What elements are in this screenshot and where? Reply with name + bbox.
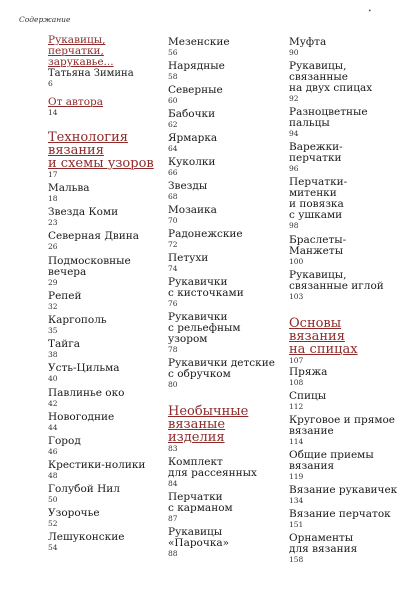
- page-number: 78: [168, 345, 178, 354]
- toc-entry: [48, 207, 118, 228]
- page-number: 88: [168, 549, 178, 558]
- entry-title: Пряжа: [289, 366, 328, 378]
- entry-title: Подмосковные вечера: [48, 255, 131, 278]
- entry-title: Браслеты- Манжеты: [289, 234, 347, 257]
- entry-title: Перчатки- митенки и повязка с ушками: [289, 176, 348, 221]
- entry-title: Мезенские: [168, 36, 230, 48]
- entry-title: Рукавицы, перчатки, зарукавье...: [48, 34, 114, 68]
- entry-title: Рукавички с рельефным узором: [168, 311, 241, 345]
- page-number: 96: [289, 164, 299, 173]
- page-number: 14: [48, 108, 58, 117]
- entry-title: Рукавички с кисточками: [168, 276, 244, 299]
- page-number: 18: [48, 194, 58, 203]
- toc-entry: [289, 450, 374, 482]
- entry-title: Усть-Цильма: [48, 362, 120, 374]
- toc-entry: [289, 107, 368, 139]
- toc-entry: [48, 291, 82, 312]
- page-number: 42: [48, 399, 58, 408]
- page-number: 119: [289, 472, 304, 481]
- page-number: 23: [48, 218, 58, 227]
- page-number: 58: [168, 72, 178, 81]
- page-header: Содержание: [19, 15, 71, 24]
- toc-entry: [168, 61, 225, 82]
- toc-entry: [48, 532, 124, 553]
- toc-entry: [289, 177, 347, 231]
- toc-entry: [48, 363, 120, 384]
- entry-title: Северные: [168, 84, 223, 96]
- page-number: 84: [168, 479, 178, 488]
- page-number: 107: [289, 356, 304, 365]
- entry-author: Татьяна Зимина: [48, 68, 134, 79]
- page-number: 32: [48, 302, 58, 311]
- toc-section: [168, 405, 248, 454]
- toc-entry: [168, 457, 257, 489]
- toc-entry: [289, 270, 384, 302]
- page-number: 92: [289, 94, 299, 103]
- entry-title: Новогодние: [48, 411, 115, 423]
- page-number: 112: [289, 402, 304, 411]
- toc-entry: [48, 315, 107, 336]
- page-number: 46: [48, 447, 58, 456]
- toc-entry: [289, 509, 391, 530]
- entry-title: Спицы: [289, 390, 327, 402]
- entry-title: Куколки: [168, 156, 216, 168]
- page-number: 17: [48, 170, 58, 179]
- page-number: 68: [168, 192, 178, 201]
- page-number: 114: [289, 437, 304, 446]
- entry-title: Мозаика: [168, 204, 217, 216]
- page-number: 50: [48, 495, 58, 504]
- page-number: 103: [289, 292, 304, 301]
- toc-entry: [48, 231, 139, 252]
- toc-entry: [168, 85, 223, 106]
- toc-entry: [289, 485, 397, 506]
- toc-entry: [48, 35, 134, 89]
- entry-title: Репей: [48, 290, 82, 302]
- page-number: 98: [289, 221, 299, 230]
- entry-title: От автора: [48, 96, 104, 108]
- entry-title: Варежки- перчатки: [289, 141, 343, 164]
- page-number: 87: [168, 514, 178, 523]
- entry-title: Крестики-нолики: [48, 459, 146, 471]
- page-number: 66: [168, 168, 178, 177]
- toc-entry: [48, 484, 120, 505]
- toc-entry: [289, 142, 343, 174]
- corner-mark: •: [368, 8, 372, 15]
- entry-title: Город: [48, 435, 81, 447]
- page-number: 72: [168, 240, 178, 249]
- entry-title: Рукавицы, связанные иглой: [289, 269, 384, 292]
- entry-title: Каргополь: [48, 314, 107, 326]
- page-number: 80: [168, 380, 178, 389]
- entry-title: Северная Двина: [48, 230, 140, 242]
- toc-entry: [168, 229, 243, 250]
- toc-entry: [48, 460, 145, 481]
- page-number: 48: [48, 471, 58, 480]
- page-number: 56: [168, 48, 178, 57]
- page-number: 158: [289, 555, 304, 564]
- entry-title: Бабочки: [168, 108, 216, 120]
- toc-entry: [48, 508, 100, 529]
- page-number: 62: [168, 120, 178, 129]
- toc-entry: [48, 97, 103, 118]
- page-number: 29: [48, 278, 58, 287]
- entry-title: Круговое и прямое вязание: [289, 414, 396, 437]
- page-number: 76: [168, 299, 178, 308]
- toc-entry: [48, 436, 81, 457]
- toc-entry: [168, 527, 229, 559]
- page-number: 74: [168, 264, 178, 273]
- toc-entry: [168, 181, 207, 202]
- entry-title: Перчатки с карманом: [168, 491, 233, 514]
- section-title: Необычные вязаные изделия: [168, 404, 249, 445]
- page-number: 151: [289, 520, 304, 529]
- toc-entry: [289, 533, 357, 565]
- page-number: 44: [48, 423, 58, 432]
- toc-entry: [289, 415, 395, 447]
- page-number: 26: [48, 242, 58, 251]
- entry-title: Голубой Нил: [48, 483, 120, 495]
- toc-entry: [48, 183, 90, 204]
- toc-entry: [289, 37, 326, 58]
- page-number: 134: [289, 496, 304, 505]
- toc-entry: [168, 109, 215, 130]
- toc-entry: [168, 312, 241, 355]
- entry-title: Лешуконские: [48, 531, 125, 543]
- entry-title: Петухи: [168, 252, 209, 264]
- page-number: 35: [48, 326, 58, 335]
- entry-title: Ярмарка: [168, 132, 218, 144]
- page-number: 83: [168, 444, 178, 453]
- page-number: 40: [48, 374, 58, 383]
- entry-title: Общие приемы вязания: [289, 449, 374, 472]
- entry-title: Звезда Коми: [48, 206, 119, 218]
- entry-title: Радонежские: [168, 228, 243, 240]
- toc-entry: [289, 235, 346, 267]
- entry-title: Мальва: [48, 182, 90, 194]
- toc-entry: [289, 61, 372, 104]
- entry-title: Орнаменты для вязания: [289, 532, 358, 555]
- toc-section: [289, 317, 358, 366]
- entry-title: Звезды: [168, 180, 208, 192]
- toc-section: [48, 131, 154, 180]
- toc-entry: [48, 412, 114, 433]
- page-number: 6: [48, 79, 53, 88]
- toc-entry: [168, 277, 244, 309]
- entry-title: Разноцветные пальцы: [289, 106, 368, 129]
- toc-entry: [48, 256, 131, 288]
- toc-entry: [168, 37, 230, 58]
- page-number: 54: [48, 543, 58, 552]
- page-number: 70: [168, 216, 178, 225]
- entry-title: Узорочье: [48, 507, 100, 519]
- toc-entry: [168, 492, 233, 524]
- page-number: 100: [289, 257, 304, 266]
- page-number: 108: [289, 378, 304, 387]
- page-number: 52: [48, 519, 58, 528]
- section-title: Технология вязания и схемы узоров: [48, 130, 154, 171]
- entry-title: Тайга: [48, 338, 81, 350]
- entry-title: Муфта: [289, 36, 327, 48]
- toc-entry: [168, 157, 215, 178]
- entry-title: Комплект для рассеянных: [168, 456, 257, 479]
- toc-entry: [48, 388, 124, 409]
- toc-entry: [168, 358, 275, 390]
- entry-title: Павлинье око: [48, 387, 125, 399]
- section-title: Основы вязания на спицах: [289, 316, 358, 357]
- entry-title: Рукавицы «Парочка»: [168, 526, 230, 549]
- toc-entry: [48, 339, 80, 360]
- entry-title: Вязание перчаток: [289, 508, 391, 520]
- page-number: 60: [168, 96, 178, 105]
- page-number: 64: [168, 144, 178, 153]
- entry-title: Вязание рукавичек: [289, 484, 398, 496]
- toc-entry: [289, 367, 327, 388]
- entry-title: Рукавицы, связанные на двух спицах: [289, 60, 373, 94]
- page-number: 90: [289, 48, 299, 57]
- toc-entry: [168, 133, 217, 154]
- entry-title: Рукавички детские с обручком: [168, 357, 275, 380]
- entry-title: Нарядные: [168, 60, 225, 72]
- page-number: 38: [48, 350, 58, 359]
- toc-entry: [289, 391, 326, 412]
- toc-entry: [168, 253, 208, 274]
- toc-entry: [168, 205, 217, 226]
- page-number: 94: [289, 129, 299, 138]
